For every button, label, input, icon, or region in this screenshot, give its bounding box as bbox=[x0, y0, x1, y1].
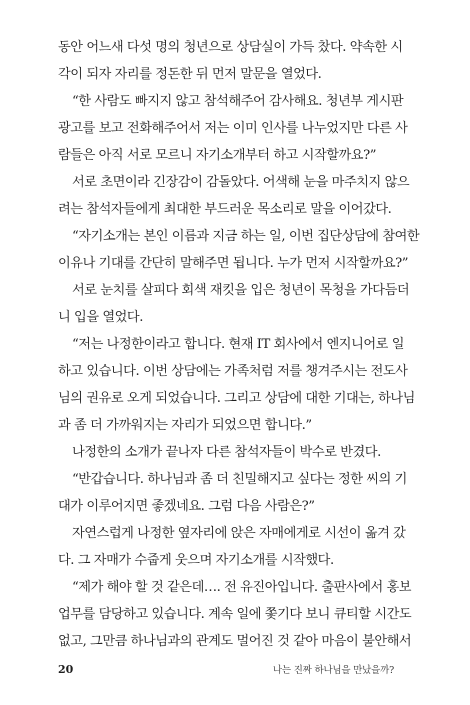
text-line: 하고 있습니다. 이번 상담에는 가족처럼 저를 챙겨주시는 전도사 bbox=[58, 364, 408, 379]
text-line: 님의 권유로 오게 되었습니다. 그리고 상담에 대한 기대는, 하나님 bbox=[58, 391, 415, 406]
text-line: “반갑습니다. 하나님과 좀 더 친밀해지고 싶다는 정한 씨의 기 bbox=[72, 472, 407, 487]
text-line: 업무를 담당하고 있습니다. 계속 일에 쫓기다 보니 큐티할 시간도 bbox=[58, 607, 412, 622]
text-line: 나정한의 소개가 끝나자 다른 참석자들이 박수로 반겼다. bbox=[72, 445, 381, 460]
text-line: 람들은 아직 서로 모르니 자기소개부터 하고 시작할까요?” bbox=[58, 148, 377, 163]
text-line: “저는 나정한이라고 합니다. 현재 IT 회사에서 엔지니어로 일 bbox=[72, 337, 404, 352]
text-line: “자기소개는 본인 이름과 지금 하는 일, 이번 집단상담에 참여한 bbox=[72, 229, 420, 244]
text-line: 없고, 그만큼 하나님과의 관계도 멀어진 것 같아 마음이 불안해서 bbox=[58, 634, 412, 649]
text-line: 대가 이루어지면 좋겠네요. 그럼 다음 사람은?” bbox=[58, 499, 315, 514]
text-line: 다. 그 자매가 수줍게 웃으며 자기소개를 시작했다. bbox=[58, 553, 334, 568]
text-line: 광고를 보고 전화해주어서 저는 이미 인사를 나누었지만 다른 사 bbox=[58, 121, 408, 136]
text-line: 이유나 기대를 간단히 말해주면 됩니다. 누가 먼저 시작할까요?” bbox=[58, 256, 409, 271]
text-line: 서로 초면이라 긴장감이 감돌았다. 어색해 눈을 마주치지 않으 bbox=[72, 175, 410, 190]
text-line: “한 사람도 빠지지 않고 참석해주어 감사해요. 청년부 게시판 bbox=[72, 94, 404, 109]
text-line: 각이 되자 자리를 정돈한 뒤 먼저 말문을 열었다. bbox=[58, 67, 322, 82]
page-number: 20 bbox=[58, 663, 74, 676]
text-line: 니 입을 열었다. bbox=[58, 310, 143, 325]
text-line: “제가 해야 할 것 같은데…. 전 유진아입니다. 출판사에서 홍보 bbox=[72, 580, 412, 595]
text-line: 자연스럽게 나정한 옆자리에 앉은 자매에게로 시선이 옮겨 갔 bbox=[72, 526, 406, 541]
running-title: 나는 진짜 하나님을 만났을까? bbox=[272, 665, 394, 676]
text-line: 려는 참석자들에게 최대한 부드러운 목소리로 말을 이어갔다. bbox=[58, 202, 392, 217]
text-line: 서로 눈치를 살피다 회색 재킷을 입은 청년이 목청을 가다듬더 bbox=[72, 283, 410, 298]
text-line: 동안 어느새 다섯 명의 청년으로 상담실이 가득 찼다. 약속한 시 bbox=[58, 40, 403, 55]
text-line: 과 좀 더 가까워지는 자리가 되었으면 합니다.” bbox=[58, 418, 312, 433]
